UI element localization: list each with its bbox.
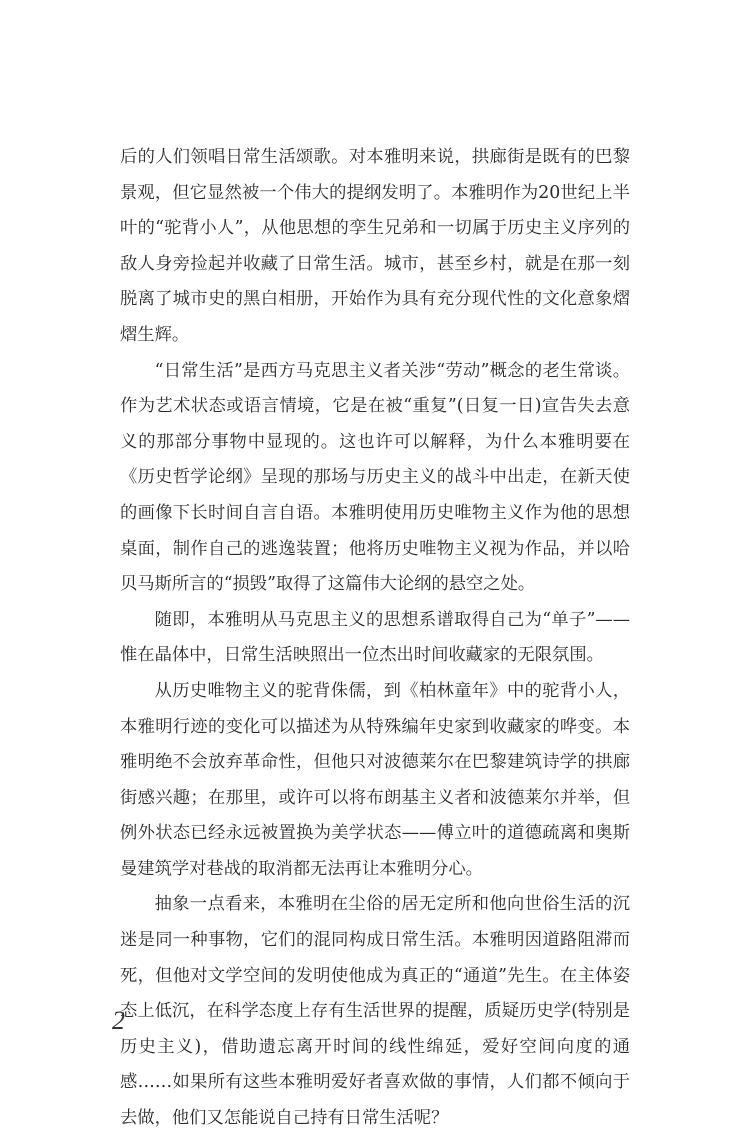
paragraph-2: “日常生活”是西方马克思主义者关涉“劳动”概念的老生常谈。作为艺术状态或语言情境，它是在被“重复”(日复一日)宣告失去意义的那部分事物中显现的。这也许可以解释，为什么本雅明要在《历史哲学论纲》呈现的那场与历史主义的战斗中出走，在新天使的画像下长时间自言自语。本雅明使用历史唯物主义作为他的思想桌面，制作自己的逃逸装置；他将历史唯物主义视为作品，并以哈贝马斯所言的“损毁”取得了这篇伟大论纲的悬空之处。 <box>120 360 630 595</box>
paragraph-3: 随即，本雅明从马克思主义的思想系谱取得自己为“单子”——惟在晶体中，日常生活映照出一位杰出时间收藏家的无限氛围。 <box>120 609 630 666</box>
body-text <box>120 140 630 1137</box>
paragraph-5: 抽象一点看来，本雅明在尘俗的居无定所和他向世俗生活的沉迷是同一种事物，它们的混同构成日常生活。本雅明因道路阻滞而死，但他对文学空间的发明使他成为真正的“通道”先生。在主体姿态上低沉，在科学态度上存有生活世界的提醒，质疑历史学(特别是历史主义)，借助遗忘离开时间的线性绵延，爱好空间向度的通感……如果所有这些本雅明爱好者喜欢做的事情，人们都不倾向于去做，他们又怎能说自己持有日常生活呢？ <box>120 894 630 1129</box>
paragraph-4: 从历史唯物主义的驼背侏儒，到《柏林童年》中的驼背小人，本雅明行迹的变化可以描述为从特殊编年史家到收藏家的哗变。本雅明绝不会放弃革命性，但他只对波德莱尔在巴黎建筑诗学的拱廊街感兴趣；在那里，或许可以将布朗基主义者和波德莱尔并举，但例外状态已经永远被置换为美学状态——傅立叶的道德疏离和奥斯曼建筑学对巷战的取消都无法再让本雅明分心。 <box>120 680 630 879</box>
paragraph-1: 后的人们领唱日常生活颂歌。对本雅明来说，拱廊街是既有的巴黎景观，但它显然被一个伟大的提纲发明了。本雅明作为20世纪上半叶的“驼背小人”，从他思想的孪生兄弟和一切属于历史主义序列的敌人身旁捡起并收藏了日常生活。城市，甚至乡村，就是在那一刻脱离了城市史的黑白相册，开始作为具有充分现代性的文化意象熠熠生辉。 <box>120 147 630 345</box>
page-number: 2 <box>112 1006 125 1035</box>
